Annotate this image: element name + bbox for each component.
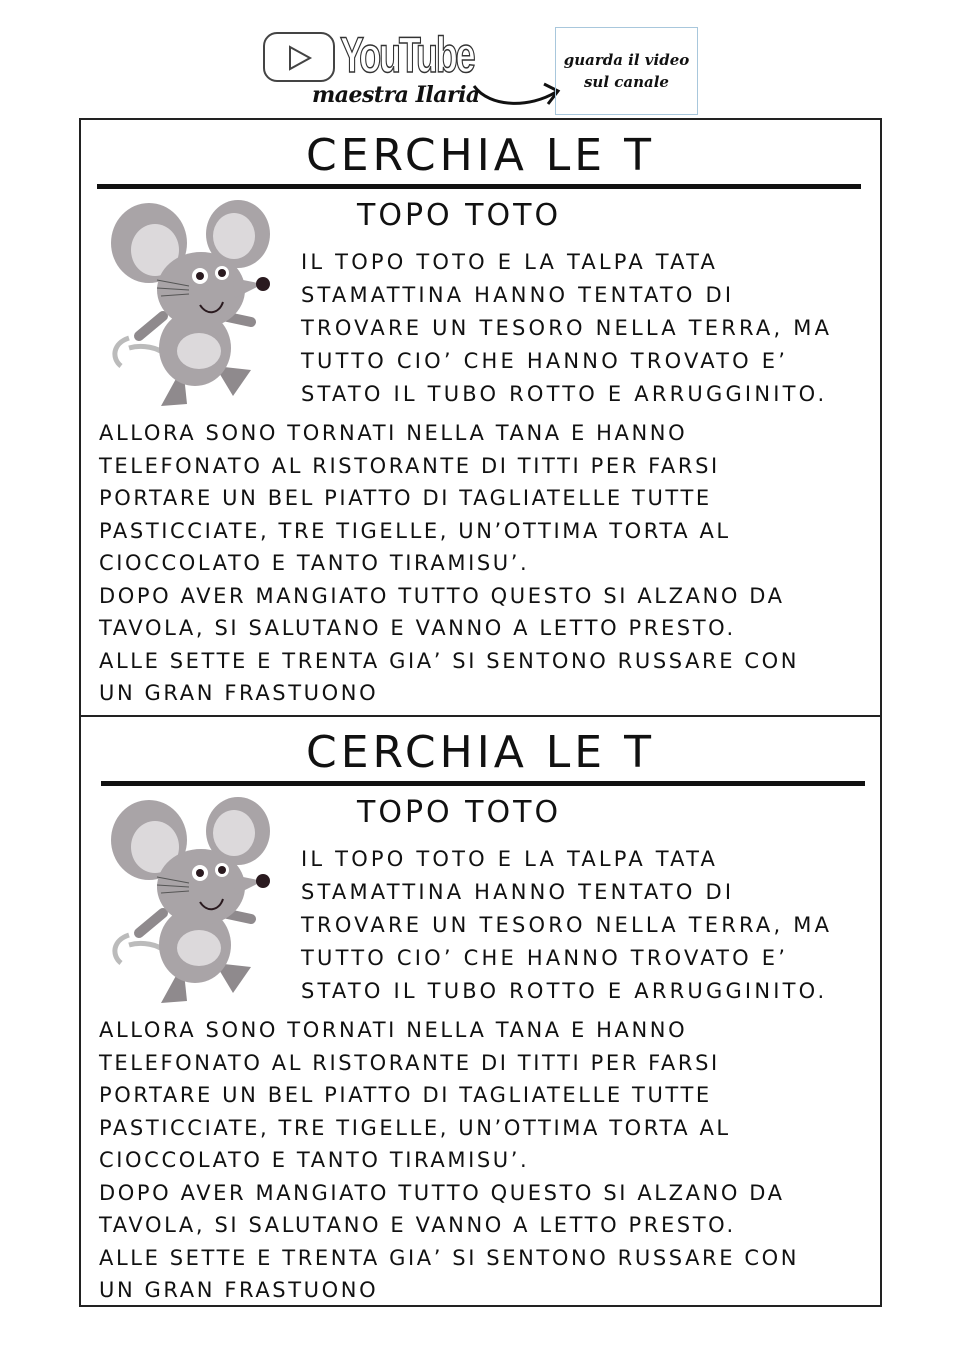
text-line: CIOCCOLATO E TANTO TIRAMISU’. — [99, 551, 530, 575]
text-line: TUTTO CIO’ CHE HANNO TROVATO E’ — [301, 946, 789, 970]
cta-line-2: sul canale — [583, 73, 669, 91]
text-line: PASTICCIATE, TRE TIGELLE, UN’OTTIMA TORTA AL — [99, 1115, 731, 1140]
text-line: STATO IL TUBO ROTTO E ARRUGGINITO. — [301, 382, 828, 406]
worksheet-card-1 — [81, 120, 880, 717]
text-line: STATO IL TUBO ROTTO E ARRUGGINITO. — [301, 979, 828, 1003]
story-body — [99, 417, 799, 710]
text-line: PORTARE UN BEL PIATTO DI TAGLIATELLE TUTTE — [99, 1083, 712, 1107]
watch-video-button[interactable] — [555, 27, 698, 115]
text-line: TUTTO CIO’ CHE HANNO TROVATO E’ — [301, 349, 789, 373]
title-divider — [101, 781, 865, 786]
text-line: STAMATTINA HANNO TENTATO DI — [301, 880, 735, 904]
mouse-illustration — [103, 795, 283, 1015]
text-line: IL TOPO TOTO E LA TALPA TATA — [301, 250, 719, 274]
text-line: PORTARE UN BEL PIATTO DI TAGLIATELLE TUTTE — [99, 486, 712, 510]
text-line: TROVARE UN TESORO NELLA TERRA, MA — [301, 316, 833, 340]
text-line: TROVARE UN TESORO NELLA TERRA, MA — [301, 913, 833, 937]
story-intro — [301, 246, 832, 411]
arrow-icon — [470, 78, 565, 110]
text-line: TELEFONATO AL RISTORANTE DI TITTI PER FARSI — [99, 1050, 720, 1075]
play-icon[interactable] — [263, 32, 335, 82]
channel-name: maestra Ilaria — [312, 82, 480, 108]
title-divider — [97, 184, 861, 189]
page-header — [0, 0, 960, 118]
text-line: DOPO AVER MANGIATO TUTTO QUESTO SI ALZANO DA — [99, 1180, 785, 1205]
text-line: STAMATTINA HANNO TENTATO DI — [301, 283, 735, 307]
text-line: IL TOPO TOTO E LA TALPA TATA — [301, 847, 719, 871]
story-title: TOPO TOTO — [357, 198, 562, 233]
cta-line-1: guarda il video — [563, 51, 690, 69]
mouse-illustration — [103, 198, 283, 418]
text-line: UN GRAN FRASTUONO — [99, 681, 379, 705]
text-line: CIOCCOLATO E TANTO TIRAMISU’. — [99, 1148, 530, 1172]
text-line: TAVOLA, SI SALUTANO E VANNO A LETTO PRESTO. — [99, 1213, 736, 1237]
youtube-wordmark[interactable]: YouTube — [340, 27, 474, 83]
text-line: PASTICCIATE, TRE TIGELLE, UN’OTTIMA TORTA AL — [99, 518, 731, 543]
text-line: TAVOLA, SI SALUTANO E VANNO A LETTO PRESTO. — [99, 616, 736, 640]
text-line: ALLE SETTE E TRENTA GIA’ SI SENTONO RUSSARE CON — [99, 648, 800, 673]
text-line: ALLORA SONO TORNATI NELLA TANA E HANNO — [99, 421, 688, 445]
worksheet-card-2 — [81, 717, 880, 1307]
text-line: ALLE SETTE E TRENTA GIA’ SI SENTONO RUSSARE CON — [99, 1245, 800, 1270]
card-title: CERCHIA LE T — [306, 727, 655, 778]
text-line: UN GRAN FRASTUONO — [99, 1278, 379, 1302]
card-title: CERCHIA LE T — [306, 130, 655, 181]
story-title: TOPO TOTO — [357, 795, 562, 830]
story-intro — [301, 843, 832, 1008]
text-line: ALLORA SONO TORNATI NELLA TANA E HANNO — [99, 1018, 688, 1042]
text-line: TELEFONATO AL RISTORANTE DI TITTI PER FARSI — [99, 453, 720, 478]
story-body — [99, 1014, 799, 1307]
worksheet-frame — [79, 118, 882, 1307]
text-line: DOPO AVER MANGIATO TUTTO QUESTO SI ALZANO DA — [99, 583, 785, 608]
